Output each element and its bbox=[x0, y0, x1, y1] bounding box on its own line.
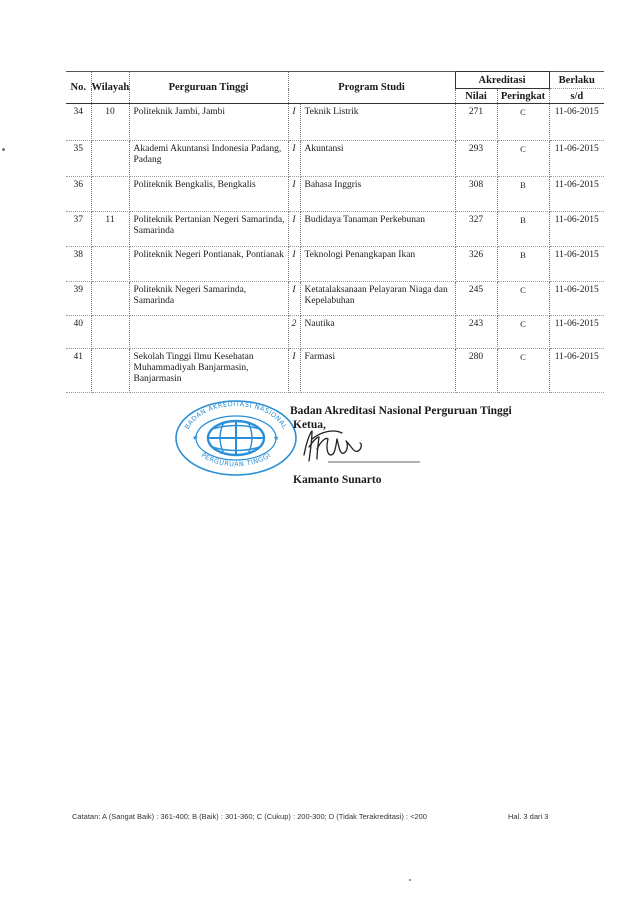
cell-wilayah bbox=[91, 247, 129, 282]
svg-text:PERGURUAN TINGGI: PERGURUAN TINGGI bbox=[199, 451, 273, 469]
table-row bbox=[66, 349, 604, 393]
official-seal-stamp bbox=[172, 396, 300, 476]
cell-jenjang: I bbox=[288, 247, 300, 282]
cell-nilai: 293 bbox=[455, 141, 497, 177]
cell-wilayah bbox=[91, 282, 129, 316]
cell-nilai: 243 bbox=[455, 316, 497, 349]
header-berlaku: Berlaku bbox=[549, 72, 604, 89]
cell-program-studi: Ketatalaksanaan Pelayaran Niaga dan Kepelabuhan bbox=[300, 282, 455, 316]
cell-jenjang: I bbox=[288, 177, 300, 212]
cell-nilai: 327 bbox=[455, 212, 497, 247]
header-perguruan-tinggi: Perguruan Tinggi bbox=[129, 72, 288, 104]
signatory-institution: Badan Akreditasi Nasional Perguruan Tinggi bbox=[290, 405, 512, 417]
cell-jenjang: I bbox=[288, 349, 300, 393]
signatory-role: Ketua, bbox=[293, 419, 326, 431]
header-peringkat: Peringkat bbox=[497, 89, 549, 104]
cell-wilayah bbox=[91, 141, 129, 177]
cell-nilai: 280 bbox=[455, 349, 497, 393]
cell-jenjang: I bbox=[288, 282, 300, 316]
cell-no: 38 bbox=[66, 247, 91, 282]
cell-no: 34 bbox=[66, 104, 91, 141]
cell-jenjang: I bbox=[288, 104, 300, 141]
cell-wilayah bbox=[91, 177, 129, 212]
cell-program-studi: Farmasi bbox=[300, 349, 455, 393]
table-row bbox=[66, 177, 604, 212]
header-sd: s/d bbox=[549, 89, 604, 104]
cell-peringkat: B bbox=[497, 247, 549, 282]
header-no: No. bbox=[66, 72, 91, 104]
header-wilayah: Wilayah bbox=[91, 72, 129, 104]
cell-program-studi: Nautika bbox=[300, 316, 455, 349]
table-row bbox=[66, 282, 604, 316]
accreditation-table bbox=[66, 71, 604, 393]
cell-wilayah: 10 bbox=[91, 104, 129, 141]
cell-no: 35 bbox=[66, 141, 91, 177]
cell-berlaku: 11-06-2015 bbox=[549, 141, 604, 177]
header-akreditasi: Akreditasi bbox=[455, 72, 549, 89]
cell-berlaku: 11-06-2015 bbox=[549, 104, 604, 141]
cell-no: 37 bbox=[66, 212, 91, 247]
cell-berlaku: 11-06-2015 bbox=[549, 349, 604, 393]
cell-peringkat: B bbox=[497, 177, 549, 212]
cell-berlaku: 11-06-2015 bbox=[549, 212, 604, 247]
svg-text:★: ★ bbox=[192, 434, 199, 442]
footer-note: Catatan: A (Sangat Baik) : 361-400; B (Baik) : 301-360; C (Cukup) : 200-300; D (Tidak Terakreditasi) : <200 bbox=[72, 812, 427, 821]
cell-nilai: 271 bbox=[455, 104, 497, 141]
cell-program-studi: Teknik Listrik bbox=[300, 104, 455, 141]
cell-perguruan-tinggi: Akademi Akuntansi Indonesia Padang, Padang bbox=[129, 141, 288, 177]
table-row bbox=[66, 104, 604, 141]
cell-peringkat: B bbox=[497, 212, 549, 247]
cell-perguruan-tinggi bbox=[129, 316, 288, 349]
cell-nilai: 326 bbox=[455, 247, 497, 282]
header-nilai: Nilai bbox=[455, 89, 497, 104]
cell-jenjang: I bbox=[288, 141, 300, 177]
cell-perguruan-tinggi: Politeknik Negeri Pontianak, Pontianak bbox=[129, 247, 288, 282]
cell-program-studi: Akuntansi bbox=[300, 141, 455, 177]
cell-no: 40 bbox=[66, 316, 91, 349]
cell-perguruan-tinggi: Politeknik Bengkalis, Bengkalis bbox=[129, 177, 288, 212]
cell-berlaku: 11-06-2015 bbox=[549, 316, 604, 349]
cell-berlaku: 11-06-2015 bbox=[549, 282, 604, 316]
table-row bbox=[66, 316, 604, 349]
cell-peringkat: C bbox=[497, 282, 549, 316]
table-row bbox=[66, 141, 604, 177]
cell-berlaku: 11-06-2015 bbox=[549, 177, 604, 212]
svg-text:BADAN AKREDITASI NASIONAL: BADAN AKREDITASI NASIONAL bbox=[183, 399, 289, 431]
cell-peringkat: C bbox=[497, 316, 549, 349]
page-number: Hal. 3 dari 3 bbox=[508, 812, 549, 821]
cell-perguruan-tinggi: Sekolah Tinggi Ilmu Kesehatan Muhammadiyah Banjarmasin, Banjarmasin bbox=[129, 349, 288, 393]
cell-berlaku: 11-06-2015 bbox=[549, 247, 604, 282]
cell-jenjang: I bbox=[288, 212, 300, 247]
cell-program-studi: Budidaya Tanaman Perkebunan bbox=[300, 212, 455, 247]
header-program-studi: Program Studi bbox=[288, 72, 455, 104]
cell-nilai: 308 bbox=[455, 177, 497, 212]
cell-jenjang: 2 bbox=[288, 316, 300, 349]
cell-peringkat: C bbox=[497, 104, 549, 141]
cell-peringkat: C bbox=[497, 349, 549, 393]
cell-wilayah bbox=[91, 349, 129, 393]
cell-no: 41 bbox=[66, 349, 91, 393]
table-row bbox=[66, 212, 604, 247]
svg-text:★: ★ bbox=[273, 434, 280, 442]
cell-program-studi: Bahasa Inggris bbox=[300, 177, 455, 212]
table-body bbox=[66, 104, 604, 393]
cell-no: 39 bbox=[66, 282, 91, 316]
cell-perguruan-tinggi: Politeknik Negeri Samarinda, Samarinda bbox=[129, 282, 288, 316]
signatory-name: Kamanto Sunarto bbox=[293, 474, 382, 486]
cell-no: 36 bbox=[66, 177, 91, 212]
scan-speck bbox=[2, 148, 5, 151]
cell-wilayah: 11 bbox=[91, 212, 129, 247]
cell-peringkat: C bbox=[497, 141, 549, 177]
handwritten-signature bbox=[282, 425, 422, 470]
cell-nilai: 245 bbox=[455, 282, 497, 316]
scan-speck bbox=[409, 879, 411, 881]
table-row bbox=[66, 247, 604, 282]
cell-perguruan-tinggi: Politeknik Jambi, Jambi bbox=[129, 104, 288, 141]
cell-program-studi: Teknologi Penangkapan Ikan bbox=[300, 247, 455, 282]
cell-perguruan-tinggi: Politeknik Pertanian Negeri Samarinda, Samarinda bbox=[129, 212, 288, 247]
cell-wilayah bbox=[91, 316, 129, 349]
